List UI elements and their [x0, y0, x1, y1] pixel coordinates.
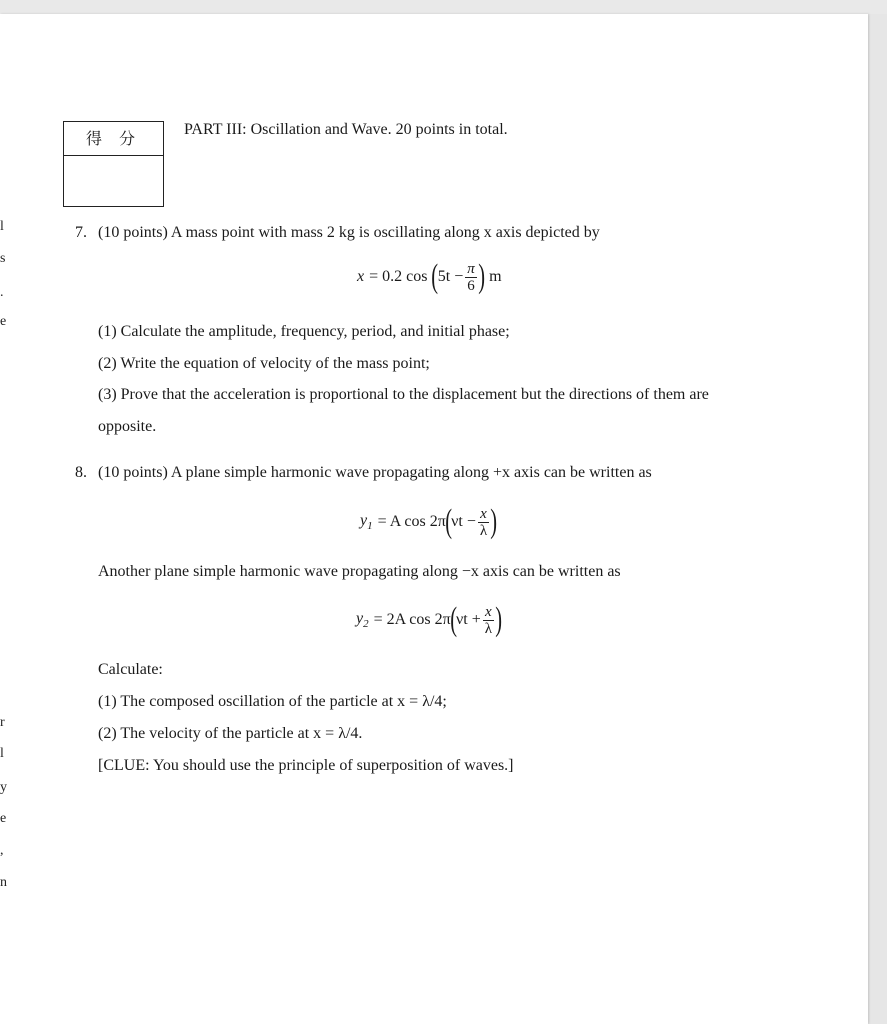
q8-clue: [CLUE: You should use the principle of superposition of waves.]: [98, 757, 514, 774]
q8-eq1-frac-den: λ: [479, 522, 488, 539]
margin-glyph: .: [0, 285, 4, 300]
q7-eq-lhs: x: [357, 268, 365, 285]
q8-number: 8.: [75, 464, 87, 481]
q7-eq-fraction: [465, 261, 477, 294]
margin-glyph: e: [0, 811, 7, 826]
margin-glyph: s: [0, 251, 6, 266]
q8-eq2-inner: νt +: [456, 611, 481, 628]
q8-eq1-mid: = A cos 2π: [377, 513, 446, 530]
q8-part-2: (2) The velocity of the particle at x = λ/4.: [98, 725, 363, 742]
q7-part-2: (2) Write the equation of velocity of the mass point;: [98, 355, 430, 372]
q7-number: 7.: [75, 224, 87, 241]
q7-eq-frac-den: 6: [467, 277, 475, 294]
q8-eq2-fraction: [483, 604, 494, 637]
margin-glyph: n: [0, 875, 7, 890]
q8-eq1-frac-num: x: [480, 505, 487, 522]
q7-part-3-cont: opposite.: [98, 418, 157, 435]
part-title: PART III: Oscillation and Wave. 20 points in total.: [184, 121, 508, 138]
q8-calculate-label: Calculate:: [98, 661, 163, 678]
q8-eq2-mid: = 2A cos 2π: [373, 611, 451, 628]
q8-eq1-inner: νt −: [451, 513, 476, 530]
score-label: 得 分: [64, 122, 163, 156]
q8-part-1: (1) The composed oscillation of the particle at x = λ/4;: [98, 693, 447, 710]
q8-intro: (10 points) A plane simple harmonic wave propagating along +x axis can be written as: [98, 464, 652, 481]
q8-eq2-frac-num: x: [485, 603, 492, 620]
margin-glyph: ,: [0, 843, 4, 858]
q8-between-text: Another plane simple harmonic wave propagating along −x axis can be written as: [98, 563, 621, 580]
margin-glyph: l: [0, 219, 4, 234]
viewer-top-bar: [0, 0, 887, 14]
q7-eq-inner: 5t −: [437, 268, 464, 285]
q8-eq1-fraction: [478, 506, 489, 539]
margin-glyph: l: [0, 746, 4, 761]
document-page: [0, 14, 868, 1024]
q7-part-1: (1) Calculate the amplitude, frequency, period, and initial phase;: [98, 323, 510, 340]
q8-equation-2: $y_2$ = 2A cos 2π ( νt + $\frac{x}{\lambda}$ ): [356, 601, 503, 638]
q8-eq2-lhs: $y_2$: [356, 610, 369, 630]
q8-eq1-lhs: $y_1$: [360, 512, 373, 532]
q8-eq2-frac-den: λ: [484, 620, 493, 637]
q7-eq-frac-num: π: [467, 260, 475, 277]
margin-glyph: e: [0, 314, 7, 329]
q7-eq-unit: m: [489, 268, 502, 285]
q7-part-3: (3) Prove that the acceleration is proportional to the displacement but the directions of them are: [98, 386, 709, 403]
q7-equation: x = 0.2 cos ( 5t − $\frac{\pi}{6}$ ) m: [357, 258, 502, 295]
margin-glyph: r: [0, 715, 5, 730]
q8-equation-1: $y_1$ = A cos 2π ( νt − $\frac{x}{\lambda}$ ): [360, 503, 498, 540]
margin-glyph: y: [0, 780, 7, 795]
q7-intro: (10 points) A mass point with mass 2 kg is oscillating along x axis depicted by: [98, 224, 600, 241]
score-box: [63, 121, 164, 207]
q7-eq-mid: = 0.2 cos: [369, 268, 428, 285]
